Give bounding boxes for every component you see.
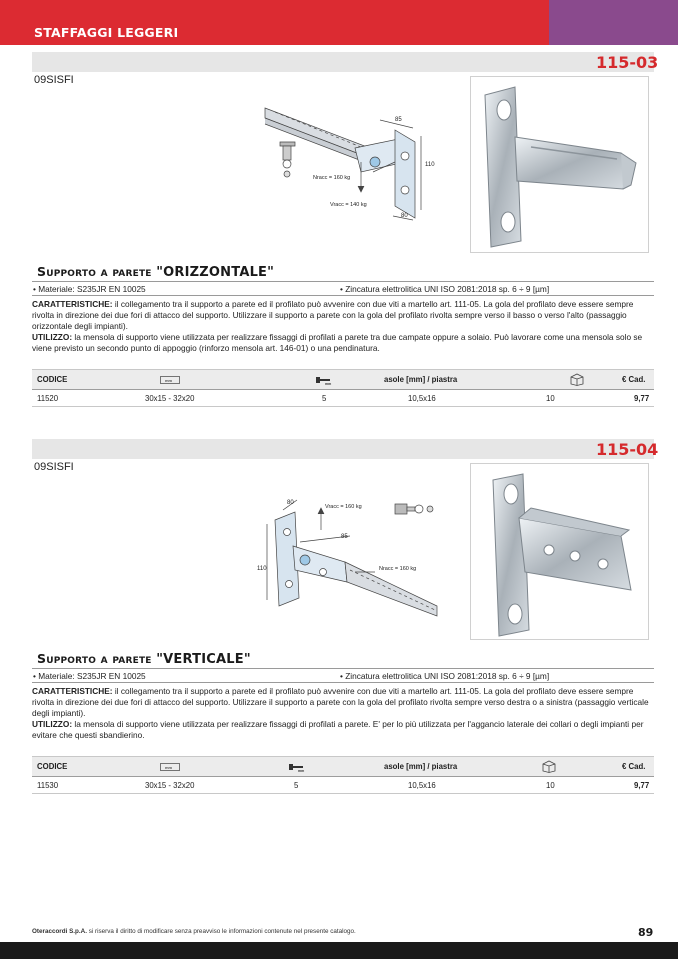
product-description: [32, 686, 654, 741]
footer-note: [32, 928, 356, 935]
svg-text:mm: mm: [165, 378, 173, 383]
screw-icon: [289, 762, 307, 774]
dimension-label: 80: [401, 213, 408, 219]
svg-text:mm: mm: [325, 382, 332, 385]
spec-finish: • Zincatura elettrolitica UNI ISO 2081:2018 sp. 6 ÷ 9 [µm]: [340, 284, 550, 294]
product-code-band: [32, 52, 654, 72]
section-title: STAFFAGGI LEGGERI: [34, 25, 179, 40]
col-price: € Cad.: [622, 762, 646, 771]
characteristics-label: CARATTERISTICHE:: [32, 686, 113, 696]
use-text: la mensola di supporto viene utilizzata per realizzare fissaggi di profilati a parete. E' per lo più utilizzata per l'aggancio laterale dei collari o degli impianti per evitare che questi sbandierino.: [32, 719, 644, 740]
use-text: la mensola di supporto viene utilizzata per realizzare fissaggi di profilati a parete tra due campate oppure a solaio. Può lavorare come una mensola solo se viene previsto un secondo punto di appoggio (rinforzo mensola art. 146-01) o una pendinatura.: [32, 332, 643, 353]
cell-price: 9,77: [634, 781, 650, 790]
spec-material: • Materiale: S235JR EN 10025: [33, 671, 146, 681]
product-code: 115-03: [596, 53, 659, 72]
table-header: [32, 369, 654, 390]
product-description: [32, 299, 654, 354]
use-label: UTILIZZO:: [32, 719, 73, 729]
cell-code: 11530: [37, 781, 59, 790]
cell-quantity: 10: [546, 394, 555, 403]
product-photo: [470, 463, 649, 640]
product-subcode: 09SISFI: [34, 74, 74, 86]
characteristics-label: CARATTERISTICHE:: [32, 299, 113, 309]
dimension-label: 85: [395, 117, 402, 123]
bracket-image: [471, 464, 648, 639]
cell-slots: 10,5x16: [408, 781, 436, 790]
box-quantity-icon: [541, 760, 557, 775]
table-row: [32, 778, 654, 794]
product-title-main: "VERTICALE": [156, 652, 251, 667]
technical-drawing: [255, 490, 445, 620]
svg-text:mm: mm: [298, 769, 305, 772]
col-slots: asole [mm] / piastra: [384, 375, 458, 384]
technical-drawing: [255, 100, 435, 235]
cell-slots: 10,5x16: [408, 394, 436, 403]
col-price: € Cad.: [622, 375, 646, 384]
cell-profile: 30x15 - 32x20: [145, 781, 195, 790]
col-codice: CODICE: [37, 762, 68, 771]
box-quantity-icon: [569, 373, 585, 388]
load-label-v: Vracc = 160 kg: [325, 504, 362, 510]
cell-profile: 30x15 - 32x20: [145, 394, 195, 403]
divider: [32, 668, 654, 669]
bracket-image: [471, 77, 648, 252]
load-label-n: Nracc = 160 kg: [313, 175, 351, 181]
product-code: 115-04: [596, 440, 659, 459]
dimension-label: 110: [257, 566, 267, 572]
load-label-n: Nracc = 160 kg: [379, 566, 417, 572]
dimension-label: 80: [287, 500, 294, 506]
bottom-bar: [0, 942, 678, 959]
divider: [32, 682, 654, 683]
use-label: UTILIZZO:: [32, 332, 73, 342]
table-row: [32, 391, 654, 407]
spec-finish: • Zincatura elettrolitica UNI ISO 2081:2018 sp. 6 ÷ 9 [µm]: [340, 671, 550, 681]
svg-text:mm: mm: [165, 765, 173, 770]
product-subcode: 09SISFI: [34, 461, 74, 473]
cell-code: 11520: [37, 394, 59, 403]
footer-company: Oteraccordi S.p.A.: [32, 928, 87, 935]
product-title-main: "ORIZZONTALE": [156, 265, 275, 280]
product-title: [37, 264, 274, 280]
profile-size-icon: [160, 376, 180, 386]
table-header: [32, 756, 654, 777]
profile-size-icon: [160, 763, 180, 773]
characteristics-text: il collegamento tra il supporto a parete ed il profilato può avvenire con due viti a martello art. 111-05. La gola del profilato deve essere sempre rivolta in direzione dei due fori di attacco del supporto. Utilizzare il supporto a parete con la gola del profilato rivolta sempre verso il basso o verso l'alto (passaggio orizzontale degli impianti).: [32, 299, 634, 331]
product-title-prefix: Supporto a parete: [37, 651, 152, 666]
divider: [32, 295, 654, 296]
cell-price: 9,77: [634, 394, 650, 403]
divider: [32, 281, 654, 282]
header-accent: [549, 0, 678, 45]
col-slots: asole [mm] / piastra: [384, 762, 458, 771]
product-title-prefix: Supporto a parete: [37, 264, 152, 279]
cell-quantity: 10: [546, 781, 555, 790]
dimension-label: 85: [341, 534, 348, 540]
dimension-label: 110: [425, 162, 435, 168]
cell-screws: 5: [322, 394, 327, 403]
load-label-v: Vracc = 140 kg: [330, 202, 367, 208]
spec-material: • Materiale: S235JR EN 10025: [33, 284, 146, 294]
product-code-band: [32, 439, 654, 459]
product-title: [37, 651, 251, 667]
col-codice: CODICE: [37, 375, 68, 384]
screw-icon: [316, 375, 334, 387]
page-number: 89: [638, 926, 654, 939]
characteristics-text: il collegamento tra il supporto a parete ed il profilato può avvenire con due viti a martello art. 111-05. La gola del profilato deve essere sempre rivolta in direzione dei due fori di attacco del supporto. Utilizzare il supporto a parete con la gola del profilato rivolta sempre verso destra o a sinistra (passaggio verticale degli impianti).: [32, 686, 649, 718]
cell-screws: 5: [294, 781, 299, 790]
footer-text: si riserva il diritto di modificare senza preavviso le informazioni contenute nel presente catalogo.: [88, 928, 356, 935]
product-photo: [470, 76, 649, 253]
